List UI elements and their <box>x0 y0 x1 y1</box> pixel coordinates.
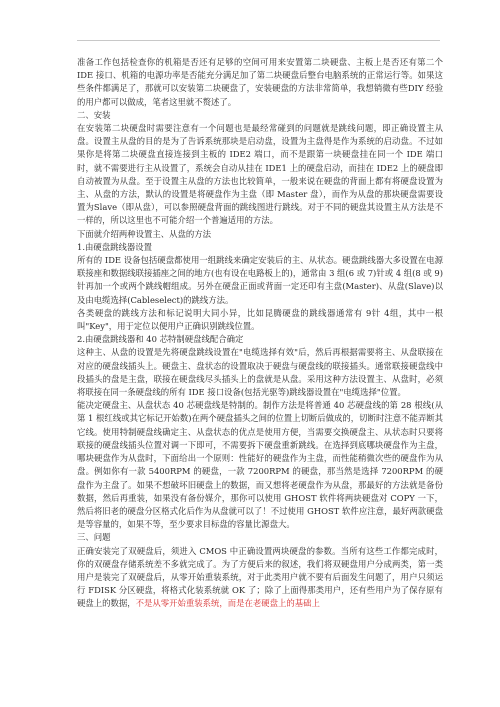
problem-highlight: 不是从零开始重装系统，而是在老硬盘上的基础上 <box>135 598 320 609</box>
cable-paragraph: 这种主、从盘的设置是先将硬盘跳线设置在"电缆选择有效"后，然后再根据需要将主、从盘联接在对应的硬盘线插头上。硬盘主、盘状态的设置取决于硬盘与硬盘线的联接插头。通常联接硬盘线中段插头的盘是主盘，联接在硬盘线尽头插头上的盘就是从盘。采用这种方法设置主、从盘时，必须将联接在同一条硬盘线的所有 IDE 接口设备(包括光驱等)跳线器设置在"电缆选择"位置。 <box>77 347 443 398</box>
install-paragraph: 在安装第二块硬盘时需要注意有一个问题也是最经常碰到的问题就是跳线问题，即正确设置主从盘。设置主从盘的目的是为了告诉系统那块是启动盘，设置为主盘得是作为系统的启动盘。不过如果你是将第二块硬盘直接连接到主板的 IDE2 端口，而不是跟第一块硬盘挂在同一个 IDE 端口时，就不需要进行主从设置了，系统会自动从挂在 IDE1 上的硬盘启动，而挂在 IDE2 上的硬盘即自动被置为从盘。至于设置主从盘的方法也比较简单，一般来说在硬盘的背面上都有将硬盘设置为主、从盘的方法，默认的设置是将硬盘作为主盘（即 Master 盘），而作为从盘的那块硬盘需要设置为Slave（即从盘），可以参照硬盘背面的跳线图进行跳线。对于不同的硬盘其设置主从方法是不一样的，所以这里也不可能介绍一个普遍适用的方法。 <box>77 123 443 226</box>
header-rule <box>77 40 440 41</box>
section-heading-problem: 三、问题 <box>77 532 111 543</box>
document-body <box>77 56 443 611</box>
subheading-jumper: 1.由硬盘跳线器设置 <box>77 241 152 252</box>
methods-intro: 下面就介绍两种设置主、从盘的方法 <box>77 228 211 239</box>
problem-text: 正确安装完了双硬盘后，须进入 CMOS 中正确设置两块硬盘的参数。当所有这些工作都完成时，你的双硬盘存储系统差不多就完成了。为了方便后来的叙述，我们将双硬盘用户分成两类，第一类用户是装完了双硬盘后，从零开始重装系统，对于此类用户就不要有后面发生问题了，用户只须运行 FDISK 分区硬盘，将格式化装系统就 OK 了；除了上面得那类用户，还有些用户为了保存原有硬盘上的数据， <box>77 545 443 609</box>
jumper-paragraph-2: 各类硬盘的跳线方法和标记说明大同小异，比如昆腾硬盘的跳线器通常有 9针 4组，其中一根叫"Key"，用于定位以便用户正确识别跳线位置。 <box>77 307 443 332</box>
problem-paragraph <box>77 545 443 611</box>
cable-paragraph-2: 能决定硬盘主、从盘状态 40 芯硬盘线是特制的。制作方法是将普通 40 芯硬盘线的第 28 根线(从第 1 根红线或其它标记开始数)在两个硬盘插头之间的位置上切断后做成的，切断时注意不能弄断其它线。使用特制硬盘线确定主、从盘状态的优点是使用方便，当需要交换硬盘主、从状态时只要将联接的硬盘线插头位置对调一下即可，不需要拆下硬盘重新跳线。在选择到底哪块硬盘作为主盘，哪块硬盘作为从盘时，下面给出一个原则：性能好的硬盘作为主盘，而性能稍微次些的硬盘作为从盘。例如你有一款 5400RPM 的硬盘，一款 7200RPM 的硬盘，那当然是选择 7200RPM 的硬盘作为主盘了。如果不想破坏旧硬盘上的数据，而又想将老硬盘作为从盘，那最好的方法就是备份数据，然后再重装，如果没有备份媒介，那你可以使用 GHOST 软件将两块硬盘对 COPY 一下，然后将旧老的硬盘分区格式化后作为从盘就可以了！不过使用 GHOST 软件应注意，最好两款硬盘是等容量的，如果不等，至少要求目标盘的容量比源盘大。 <box>77 400 443 530</box>
jumper-paragraph: 所有的 IDE 设备包括硬盘都使用一组跳线来确定安装后的主、从状态。硬盘跳线器大多设置在电源联接座和数据线联接插座之间的地方(也有设在电路板上的)，通常由 3 组(6 或 7)针或 4 组(8 或 9)针再加一个或两个跳线帽组成。另外在硬盘正面或背面一定还印有主盘(Master)、从盘(Slave)以及由电缆选择(Cableselect)的跳线方法。 <box>77 255 443 305</box>
intro-paragraph: 准备工作包括检查你的机箱是否还有足够的空间可用来安置第二块硬盘、主板上是否还有第二个 IDE 接口、机箱的电源功率是否能充分满足加了第二块硬盘后整台电脑系统的正常运行等。如果这些条件都满足了，那就可以安装第二块硬盘了，安装硬盘的方法非常简单，我想销微有些DIY 经验的用户都可以做成，笔者这里就不赘述了。 <box>77 57 443 107</box>
subheading-cable: 2.由硬盘跳线器和 40 芯特制硬盘线配合确定 <box>77 334 244 345</box>
section-heading-install: 二、安装 <box>77 109 111 120</box>
